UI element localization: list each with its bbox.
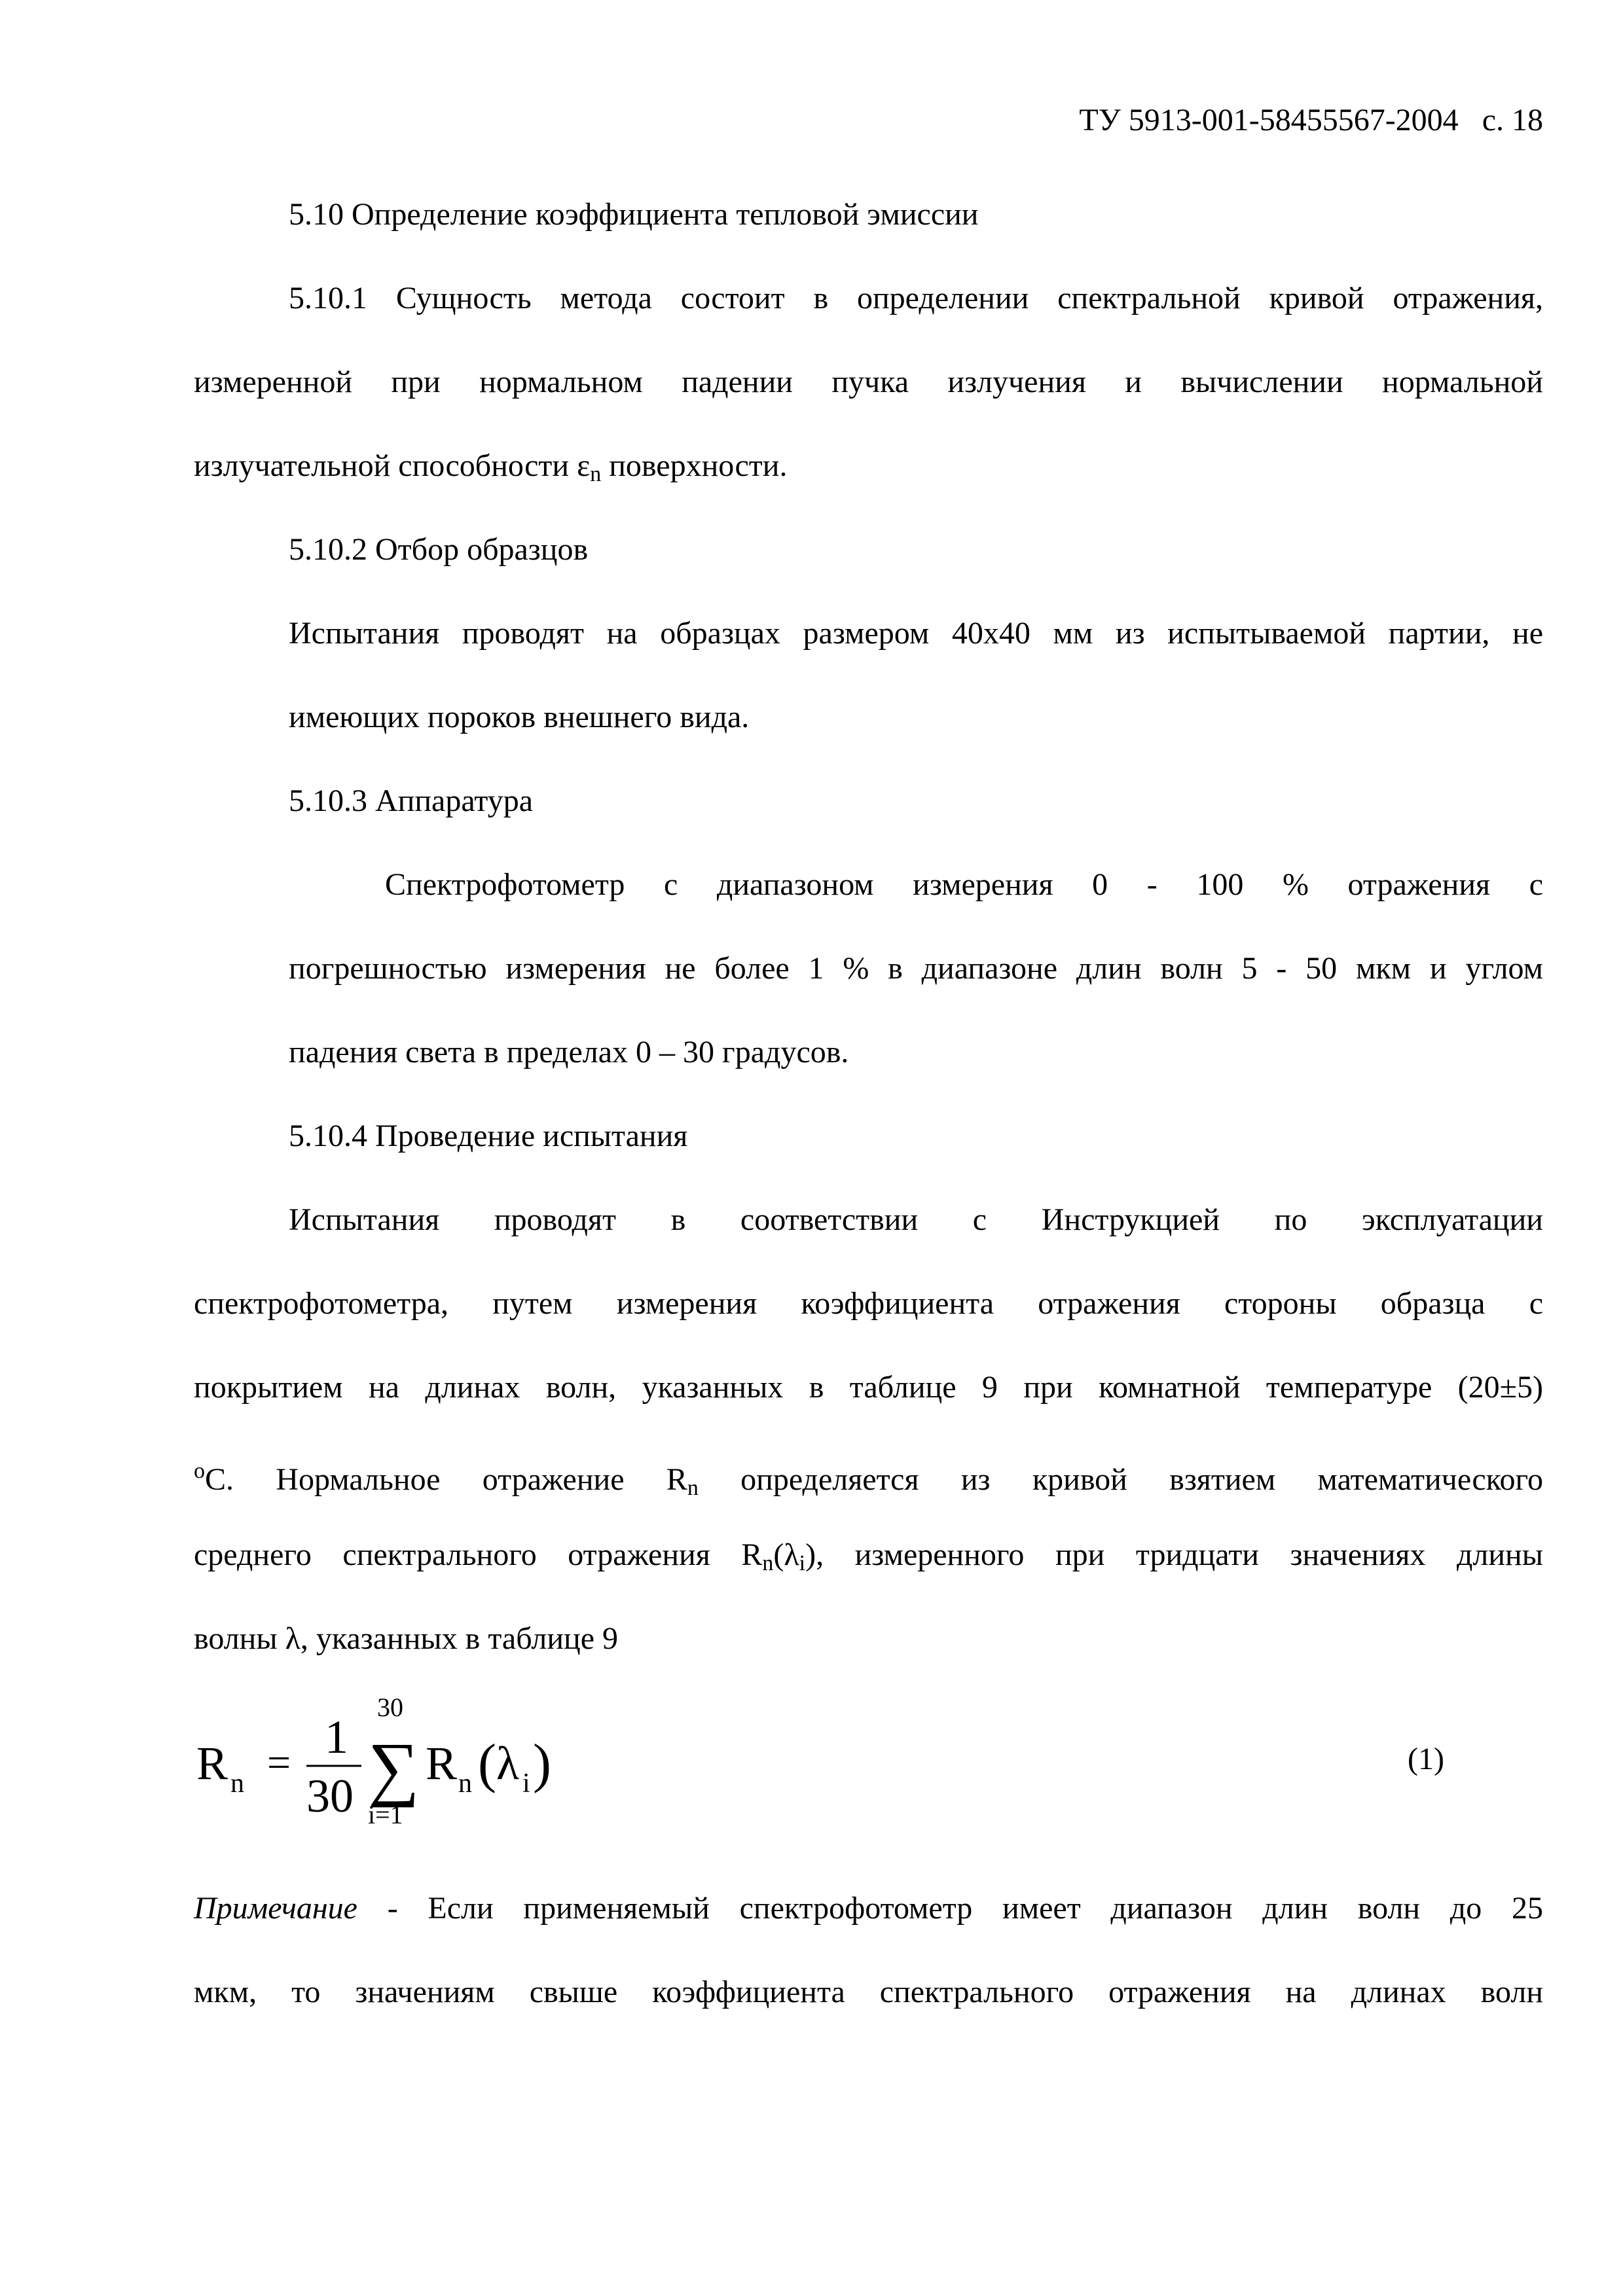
sum-upper-limit: 30 <box>377 1695 403 1722</box>
text-run: - Если применяемый спектрофотометр имеет диапазон длин волн до 25 <box>357 1891 1543 1926</box>
paragraph-5-10-4-line4 <box>194 1453 1543 1507</box>
paragraph-5-10-3-line2: погрешностью измерения не более 1 % в диапазоне длин волн 5 - 50 мкм и углом <box>289 951 1543 986</box>
superscript: о <box>194 1459 205 1483</box>
page-header <box>1008 102 1543 139</box>
section-title: 5.10 Определение коэффициента тепловой эмиссии <box>289 197 979 232</box>
text-run: среднего спектрального отражения R <box>194 1537 763 1572</box>
subscript: n <box>762 1551 774 1575</box>
formula-lambda: λ <box>496 1737 519 1789</box>
formula-term: R <box>426 1737 458 1789</box>
formula-numerator: 1 <box>325 1711 348 1763</box>
formula-svg <box>196 1695 1571 1839</box>
text-run: С. Нормальное отражение R <box>205 1462 687 1497</box>
note-label: Примечание <box>194 1891 357 1926</box>
equation-number: (1) <box>1408 1742 1444 1776</box>
text-run: ), измеренного при тридцати значениях длины <box>805 1537 1543 1572</box>
sum-lower-limit: i=1 <box>368 1800 403 1829</box>
paragraph-5-10-4-line5 <box>194 1537 1543 1582</box>
paragraph-5-10-1-line3 <box>194 448 787 493</box>
sum-sigma: ∑ <box>368 1728 420 1808</box>
note-line1 <box>194 1890 1543 1927</box>
doc-code: ТУ 5913-001-58455567-2004 <box>1079 103 1459 137</box>
formula-lambda-sub: i <box>522 1768 530 1799</box>
paragraph-5-10-4-line2: спектрофотометра, путем измерения коэффициента отражения стороны образца с <box>194 1286 1543 1321</box>
formula-lhs-sub: n <box>230 1768 244 1799</box>
paragraph-5-10-2-line1: Испытания проводят на образцах размером 40х40 мм из испытываемой партии, не <box>289 616 1543 651</box>
formula-lhs: R <box>196 1737 228 1789</box>
formula-equals: = <box>267 1739 291 1785</box>
formula-rparen: ) <box>533 1733 551 1794</box>
paragraph-5-10-1-line2: измеренной при нормальном падении пучка излучения и вычислении нормальной <box>194 365 1543 399</box>
text-run: определяется из кривой взятием математического <box>698 1462 1543 1497</box>
formula-1 <box>196 1695 1571 1839</box>
formula-lparen: ( <box>478 1733 496 1794</box>
paragraph-5-10-2-line2: имеющих пороков внешнего вида. <box>289 700 750 734</box>
formula-term-sub: n <box>458 1768 472 1799</box>
paragraph-5-10-3-line3: падения света в пределах 0 – 30 градусов. <box>289 1035 849 1069</box>
paragraph-5-10-1-line1: 5.10.1 Сущность метода состоит в определении спектральной кривой отражения, <box>289 281 1543 315</box>
paragraph-5-10-4-line1: Испытания проводят в соответствии с Инструкцией по эксплуатации <box>289 1202 1543 1237</box>
paragraph-5-10-4-line3: покрытием на длинах волн, указанных в таблице 9 при комнатной температуре (20±5) <box>194 1370 1543 1405</box>
paragraph-5-10-4-line6: волны λ, указанных в таблице 9 <box>194 1621 619 1656</box>
page-number: с. 18 <box>1482 103 1543 137</box>
text-run: поверхности. <box>601 448 788 483</box>
subscript: n <box>687 1476 699 1500</box>
formula-denominator: 30 <box>306 1770 354 1822</box>
subsection-title-5-10-4: 5.10.4 Проведение испытания <box>289 1119 688 1153</box>
subsection-title-5-10-3: 5.10.3 Аппаратура <box>289 783 534 818</box>
subsection-title-5-10-2: 5.10.2 Отбор образцов <box>289 532 589 567</box>
subscript: i <box>799 1551 806 1575</box>
note-line2: мкм, то значениям свыше коэффициента спектрального отражения на длинах волн <box>194 1975 1543 2009</box>
text-run: (λ <box>773 1537 799 1572</box>
text-run: излучательной способности ε <box>194 448 591 483</box>
paragraph-5-10-3-line1: Спектрофотометр с диапазоном измерения 0 - 100 % отражения с <box>385 867 1543 902</box>
subscript: n <box>590 462 602 486</box>
